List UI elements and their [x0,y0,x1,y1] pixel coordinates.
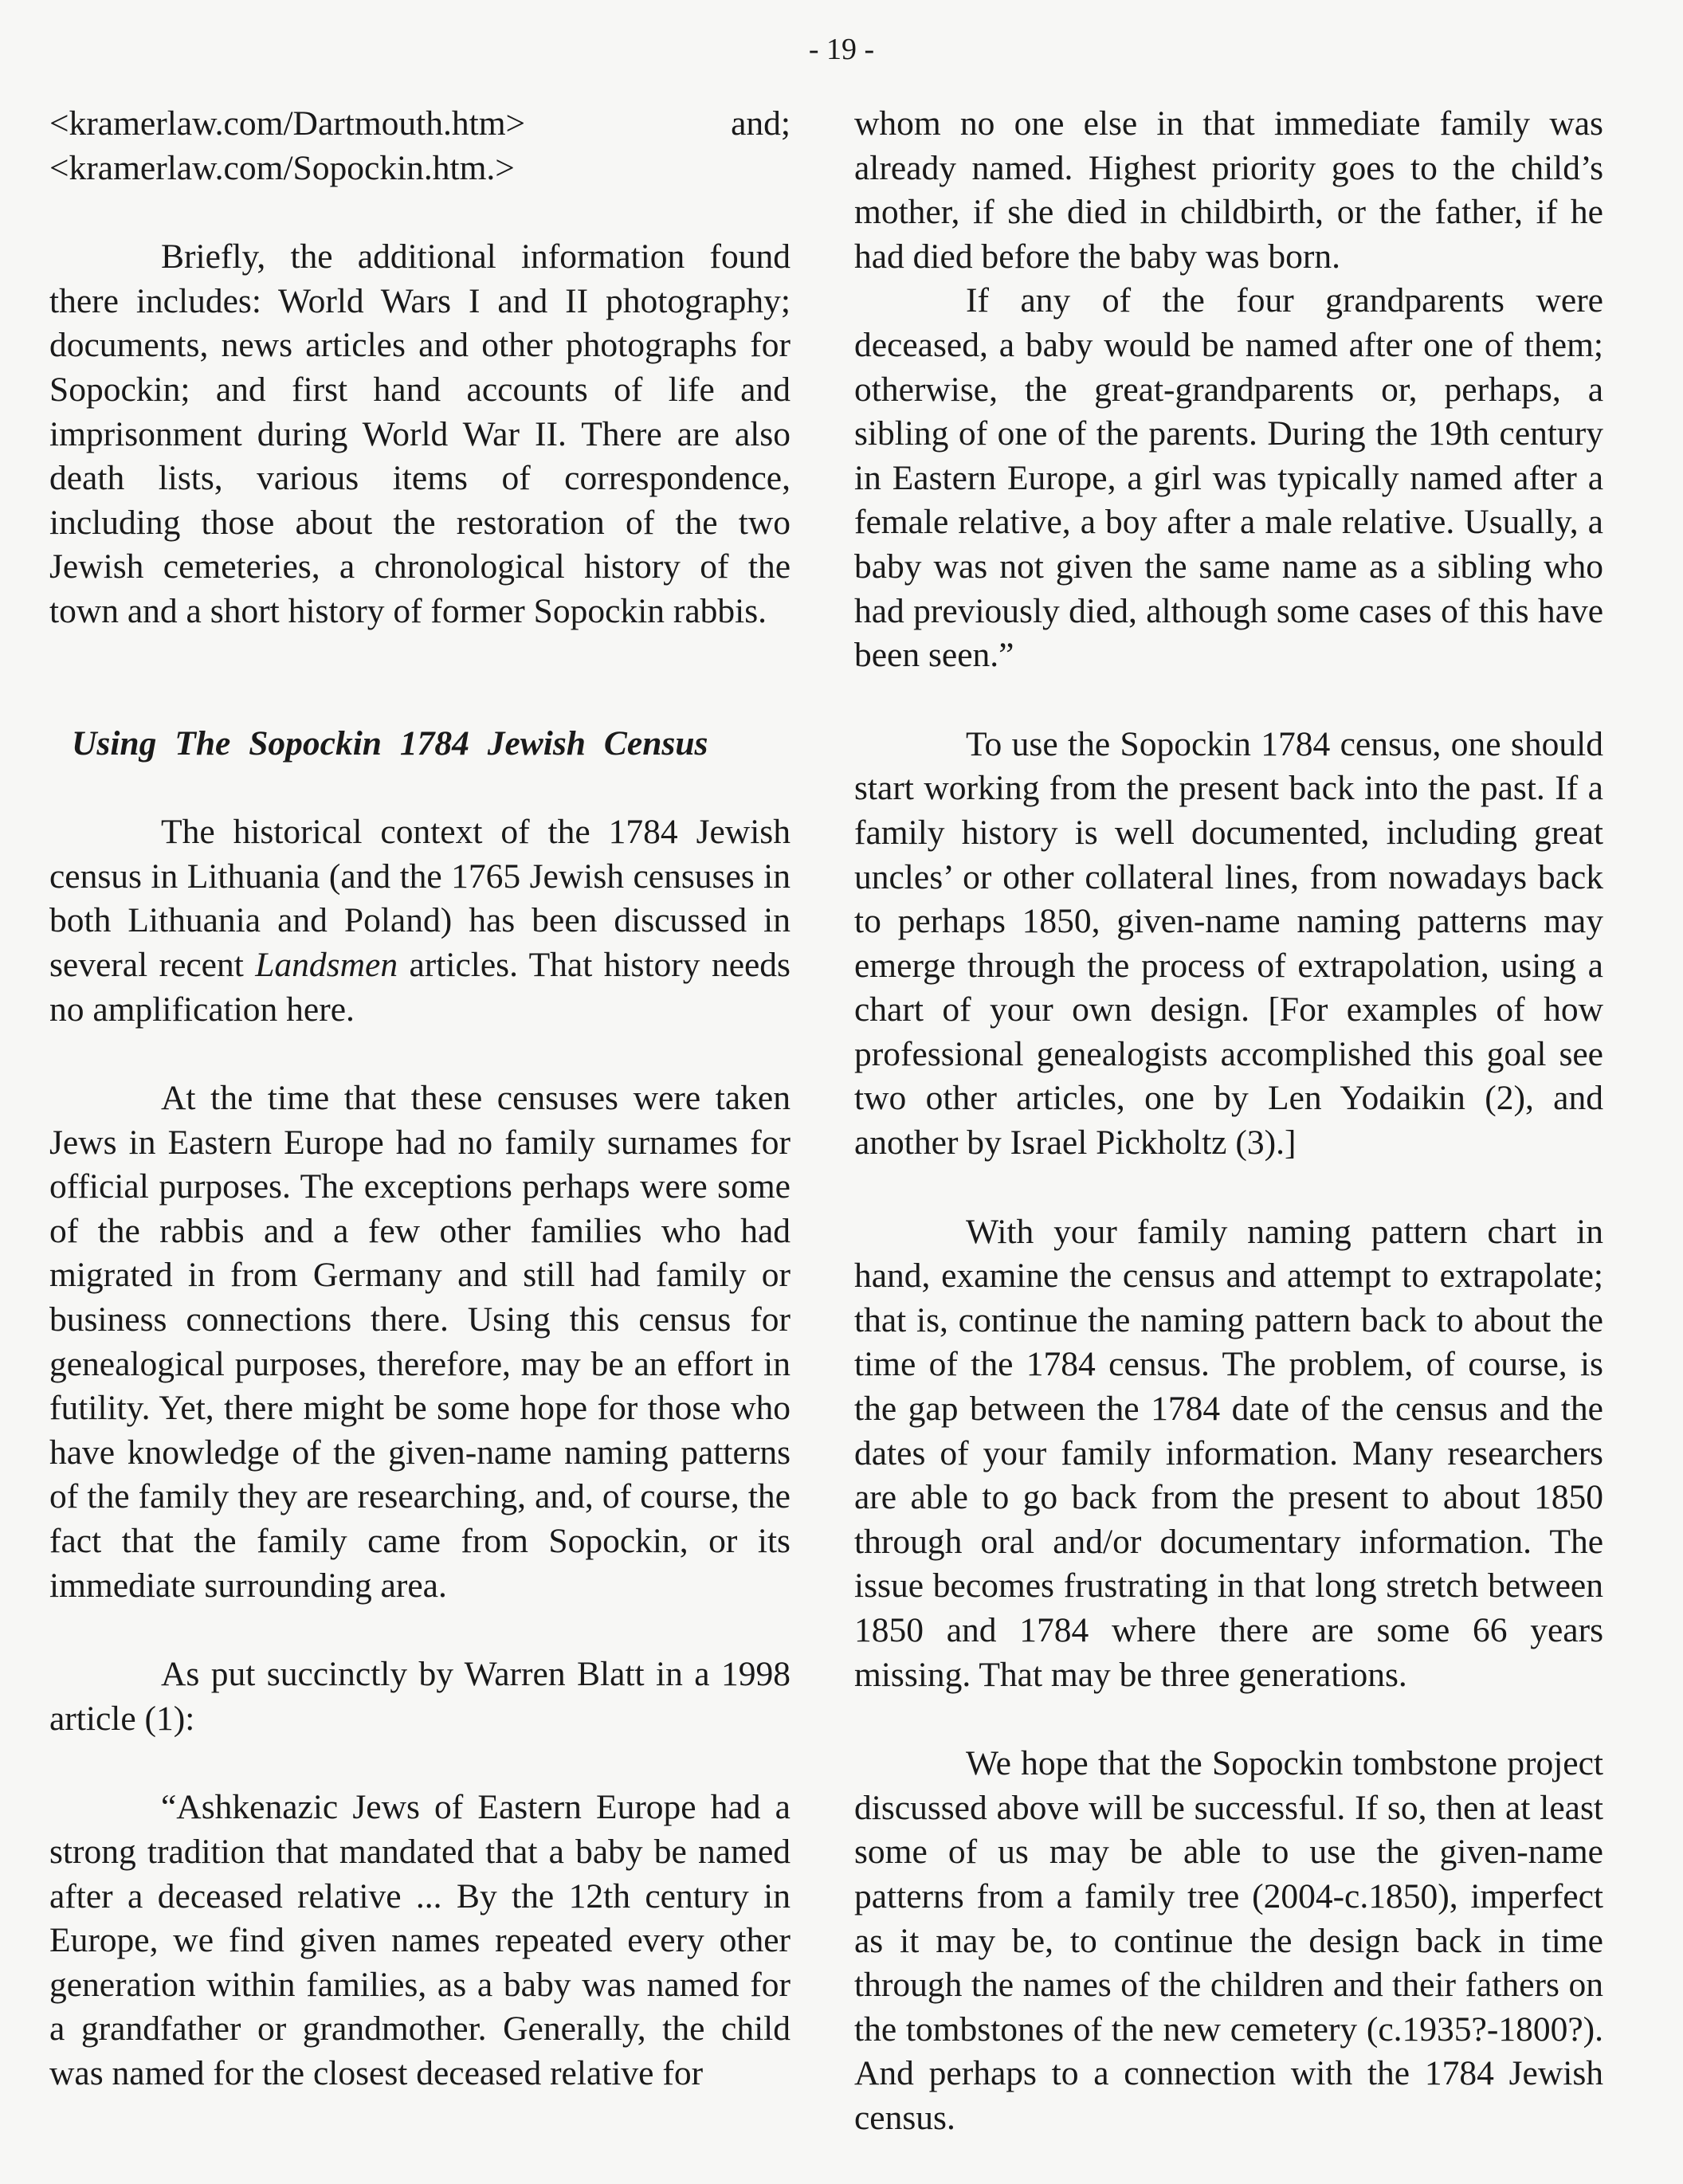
paragraph-naming-chart: With your family naming pattern chart in hand, examine the census and attempt to extrapolate; that is, continue the naming pattern back to about the time of the 1784 census. The problem, of course, is the gap between the 1784 date of the census and the dates of your family information. Many researchers are able to go back from the present to about 1850 through oral and/or documentary information. The issue becomes frustrating in that long stretch between 1850 and 1784 where there are some 66 years missing. That may be three generations. [854,1212,1603,1694]
landsmen-title: Landsmen [255,945,398,984]
paragraph-use-census: To use the Sopockin 1784 census, one should start working from the present back into the past. If a family history is well documented, including great uncles’ or other collateral lines, from nowadays back to perhaps 1850, given-name naming patterns may emerge through the process of extrapolation, using a chart of your own design. [For examples of how professional genealogists accomplished this goal see two other articles, one by Len Yodaikin (2), and another by Israel Pickholtz (3).] [854,724,1603,1163]
paragraph-tombstone-project: We hope that the Sopockin tombstone project discussed above will be successful. If so, then at least some of us may be able to use the given-name patterns from a family tree (2004-c.1850), imperfect as it may be, to continue the design back in time through the names of the children and their fathers on the tombstones of the new cemetery (c.1935?-1800?). And perhaps to a connection with the 1784 Jewish census. [854,1744,1603,2137]
page-number: - 19 - [808,33,875,66]
right-column [854,102,1603,2141]
dartmouth-url: <kramerlaw.com/Dartmouth.htm> [49,104,526,143]
paragraph-historical-context [49,810,790,1032]
paragraph-grandparents: If any of the four grandparents were deceased, a baby would be named after one of them; otherwise, the great-grandparents or, perhaps, a sibling of one of the parents. During the 19th century in Eastern Europe, a girl was typically named after a female relative, a boy after a male relative. Usually, a baby was not given the same name as a sibling who had previously died, although some cases of this have been seen.” [854,281,1603,675]
section-heading: Using The Sopockin 1784 Jewish Census [72,723,708,763]
url-line-1-suffix: and; [731,104,790,143]
left-column [49,102,790,2096]
paragraph-quote: “Ashkenazic Jews of Eastern Europe had a strong tradition that mandated that a baby be named after a deceased relative ... By the 12th century in Europe, we find given names repeated every other generation within families, as a baby was named for a grandfather or grandmother. Generally, the child was named for the closest deceased relative for [49,1788,790,2092]
context-text-after: articles. That history needs no amplification here. [49,945,790,1029]
context-text-before: The historical context of the 1784 Jewish census in Lithuania (and the 1765 Jewish censuses in both Lithuania and Poland) has been discussed in several recent [49,813,790,984]
paragraph-quote-continued: whom no one else in that immediate family was already named. Highest priority goes to the child’s mother, if she died in childbirth, or the father, if he had died before the baby was born. [854,104,1603,276]
url-line-1 [49,102,790,147]
sopockin-url: <kramerlaw.com/Sopockin.htm.> [49,148,515,187]
paragraph-blatt: As put succinctly by Warren Blatt in a 1998 article (1): [49,1655,790,1738]
paragraph-briefly: Briefly, the additional information found there includes: World Wars I and II photography; documents, news articles and other photographs for Sopockin; and first hand accounts of life and imprisonment during World War II. There are also death lists, various items of correspondence, including those about the restoration of the two Jewish cemeteries, a chronological history of the town and a short history of former Sopockin rabbis. [49,237,790,630]
paragraph-censuses: At the time that these censuses were taken Jews in Eastern Europe had no family surnames for official purposes. The exceptions perhaps were some of the rabbis and a few other families who had migrated in from Germany and still had family or business connections there. Using this census for genealogical purposes, therefore, may be an effort in futility. Yet, there might be some hope for those who have knowledge of the given-name naming patterns of the family they are researching, and, of course, the fact that the family came from Sopockin, or its immediate surrounding area. [49,1079,790,1605]
